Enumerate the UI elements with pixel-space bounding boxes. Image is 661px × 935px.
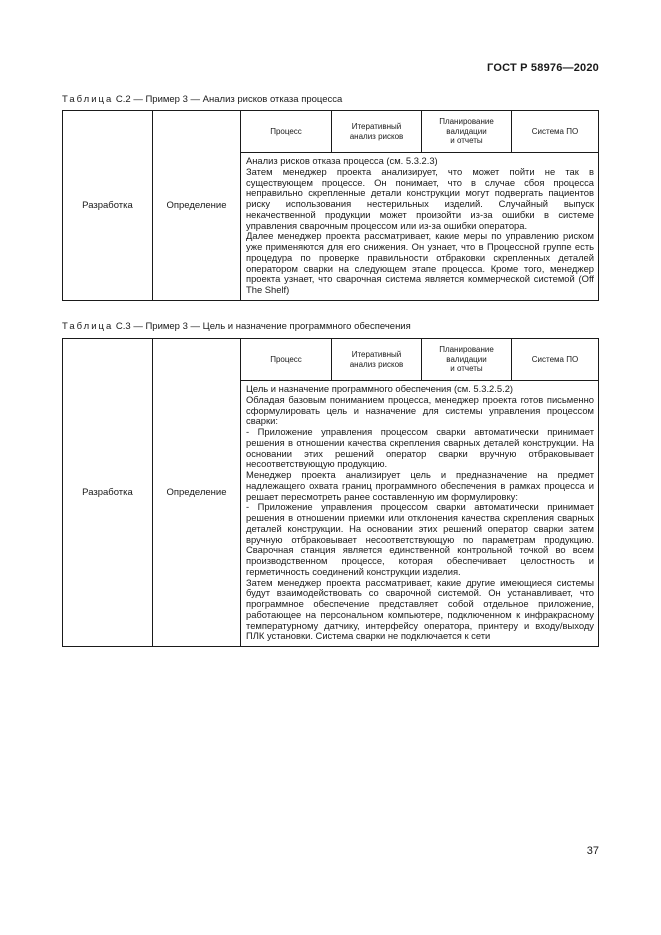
stage-cell: Разработка xyxy=(63,339,153,647)
column-header-validation-planning: Планирование валидации и отчеты xyxy=(421,339,511,380)
table-c2-caption xyxy=(62,94,342,105)
table-c2 xyxy=(62,110,599,301)
column-header-risk-analysis: Итеративный анализ рисков xyxy=(331,111,421,152)
cell-body-text xyxy=(241,381,598,646)
cell-body-text xyxy=(241,153,598,300)
page-number: 37 xyxy=(586,845,599,857)
paragraph: - Приложение управления процессом сварки автоматически принимает решения в отношении качества скрепления сварных деталей конструкции. На основании этих решений оператор сварки вручную отбраковывает несоответствующую продукцию. xyxy=(246,426,594,470)
column-header-software-system: Система ПО xyxy=(511,111,598,152)
paragraph: - Приложение управления процессом сварки автоматически принимает решения в отношении приемки или отклонения качества скрепления сварных деталей конструкции. На основании этих решений оператор сварки затем вручную отбраковывает несоответствующую по параметрам продукцию. Сварочная станция является единственной контрольной точкой во всем производственном процессе, которая обеспечивает целостность и герметичность соединений конструкции изделия. xyxy=(246,501,594,577)
content-cell xyxy=(241,339,599,647)
caption-prefix: Таблица xyxy=(62,321,114,332)
activity-cell: Определение xyxy=(153,111,241,301)
column-header-process: Процесс xyxy=(270,354,302,364)
table-c3 xyxy=(62,338,599,647)
column-header-validation-planning: Планирование валидации и отчеты xyxy=(421,111,511,152)
stage-cell: Разработка xyxy=(63,111,153,301)
document-code: ГОСТ Р 58976—2020 xyxy=(487,62,599,74)
paragraph: Менеджер проекта анализирует цель и предназначение на предмет надлежащего охвата границ программного обеспечения в рамках процесса и решает пересмотреть ранее составленную им формулировку: xyxy=(246,469,594,502)
caption-text: С.2 — Пример 3 — Анализ рисков отказа процесса xyxy=(115,94,343,105)
column-header-risk-analysis: Итеративный анализ рисков xyxy=(331,339,421,380)
paragraph: Анализ рисков отказа процесса (см. 5.3.2.3) xyxy=(246,155,438,166)
paragraph: Цель и назначение программного обеспечения (см. 5.3.2.5.2) xyxy=(246,383,514,394)
paragraph: Затем менеджер проекта рассматривает, какие другие имеющиеся системы будут взаимодействовать со сварочной системой. Он устанавливает, что программное обеспечение представляет собой отдельное приложение, работающее на персональном компьютере, подключенном к инфракрасному температурному датчику, интерфейсу оператора, принтеру и входу/выходу ПЛК установки. Система сварки не подключается к сети xyxy=(246,576,594,642)
column-header-process: Процесс xyxy=(270,126,302,136)
content-cell xyxy=(241,111,599,301)
table-c3-caption xyxy=(62,321,411,332)
caption-text: С.3 — Пример 3 — Цель и назначение программного обеспечения xyxy=(115,321,411,332)
caption-prefix: Таблица xyxy=(62,94,114,105)
column-header-row xyxy=(241,339,598,381)
activity-cell: Определение xyxy=(153,339,241,647)
paragraph: Затем менеджер проекта анализирует, что может пойти не так в существующем процессе. Он понимает, что в случае сбоя процесса неправильно скрепленные детали конструкции могут подвергать пациентов риску использования нестерильных изделий. Случайный выпуск некачественной продукции может произойти из-за ошибки в системе управления сварочным процессом или из-за ошибки оператора. xyxy=(246,165,594,231)
column-header-software-system: Система ПО xyxy=(511,339,598,380)
paragraph: Обладая базовым пониманием процесса, менеджер проекта готов письменно сформулировать цель и назначение для системы управления процессом сварки: xyxy=(246,393,594,427)
column-header-row xyxy=(241,111,598,153)
paragraph: Далее менеджер проекта рассматривает, какие меры по управлению риском уже применяются для его снижения. Он узнает, что в Процессной группе есть процедура по проверке правильности отбраковки скрепленных деталей оператором сварки на следующем этапе процесса. Кроме того, менеджер проекта узнает, что сварочная система является коммерческой системой (Off The Shelf) xyxy=(246,230,594,295)
